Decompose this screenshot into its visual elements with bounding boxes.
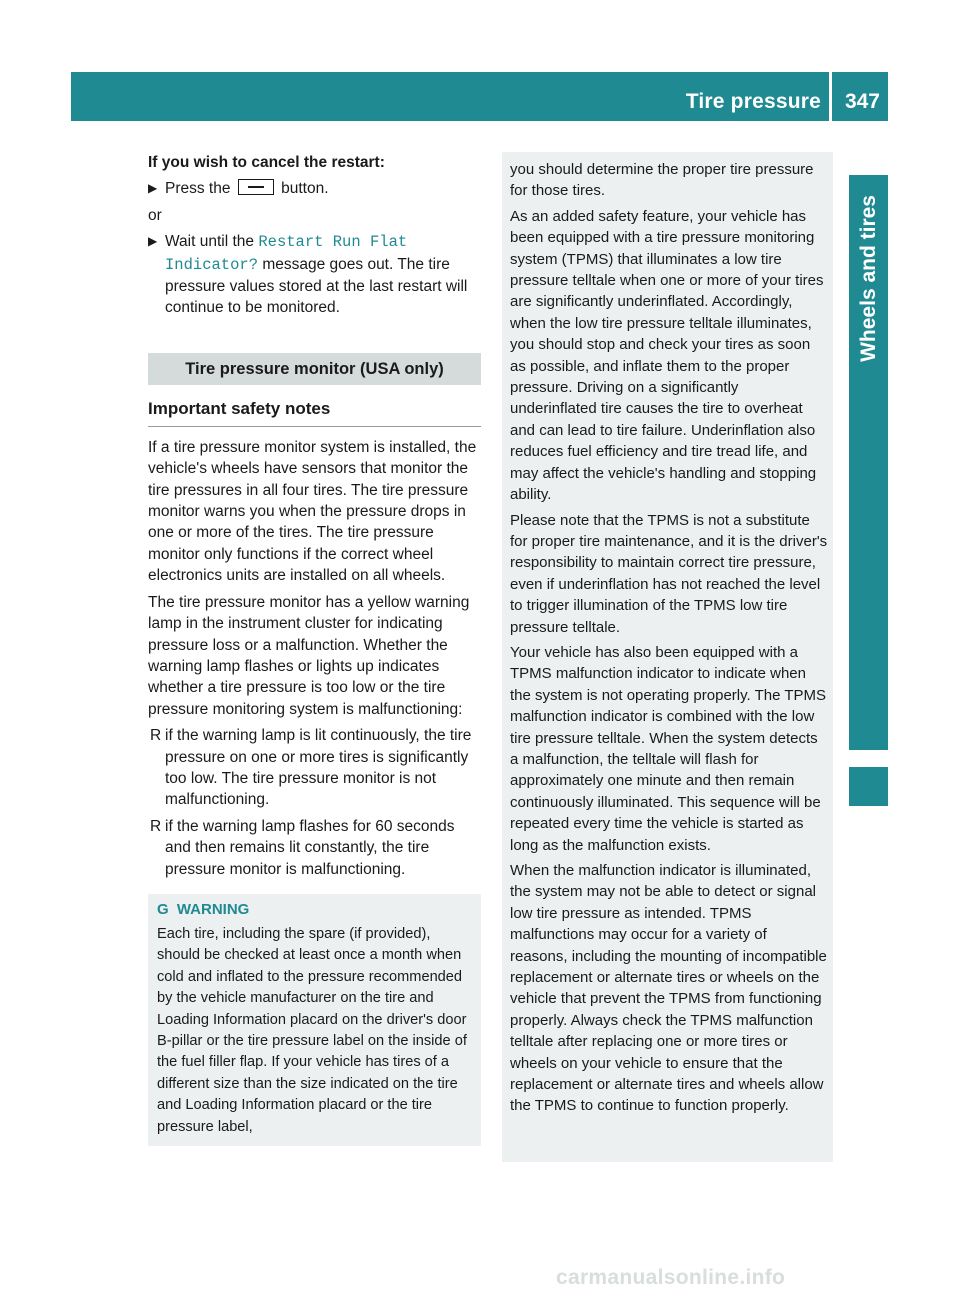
step-wait-message [148,231,481,319]
paragraph: The tire pressure monitor has a yellow warning lamp in the instrument cluster for indicating pressure loss or a malfunction. Whether the warning lamp flashes or lights up indicates whether a tire pressure is too low or the tire pressure monitoring system is malfunctioning: [148,593,470,718]
paragraph: Please note that the TPMS is not a substitute for proper tire maintenance, and it is the driver's responsibility to maintain correct tire pressure, even if underinflation has not reached the level to trigger illumination of the TPMS low tire pressure telltale. [510,511,828,636]
watermark: carmanualsonline.info [556,1266,786,1289]
subheading: Important safety notes [148,398,481,427]
left-column [148,152,481,1146]
page-header [71,72,888,121]
right-column-warning-continued [502,152,833,1162]
page-number: 347 [844,90,880,113]
paragraph: When the malfunction indicator is illuminated, the system may not be able to detect or signal low tire pressure as intended. TPMS malfunctions may occur for a variety of reasons, including the mounting of incompatible replacement or alternate tires or wheels on the vehicle that prevent the TPMS from functioning properly. Always check the TPMS malfunction telltale after replacing one or more tires or wheels on your vehicle to ensure that the replacement or alternate tires and wheels allow the TPMS to continue to function properly. [510,862,827,1115]
paragraph: As an added safety feature, your vehicle has been equipped with a tire pressure monitoring system (TPMS) that illuminates a low tire pressure telltale when one or more of your tires are significantly underinflated. Accordingly, when the low tire pressure telltale illuminates, you should stop and check your tires as soon as possible, and inflate them to the proper pressure. Driving on a significantly underinflated tire causes the tire to overheat and can lead to tire failure. Underinflation also reduces fuel efficiency and tire tread life, and may affect the vehicle's handling and stopping ability. [510,207,824,504]
step-press-button [148,178,481,199]
or-text: or [148,206,162,224]
warning-box [148,894,481,1146]
section-title: Tire pressure monitor (USA only) [148,353,481,385]
step1-post: button. [281,180,329,198]
list-item [148,816,481,880]
step2-pre: Wait until the [165,233,255,251]
header-divider [829,72,832,121]
list-item [148,725,481,811]
paragraph: If a tire pressure monitor system is installed, the vehicle's wheels have sensors that monitor the tire pressures in all four tires. The tire pressure monitor warns you when the pressure drops in one or more of the tires. The tire pressure monitor only functions if the correct wheel electronics units are installed on all wheels. [148,438,477,585]
cancel-heading: If you wish to cancel the restart: [148,154,385,171]
back-key-icon [238,179,274,195]
display-message-code: Restart Run Flat Indicator? [165,233,408,274]
page-title: Tire pressure [685,90,821,113]
chapter-tab [849,175,888,750]
bullet-icon: R [150,817,162,835]
warning-title: WARNING [176,900,250,918]
warning-header [157,900,473,920]
bullet-icon: R [150,727,162,745]
step-arrow-icon: ▶ [148,234,158,249]
chapter-tab-label: Wheels and tires [857,195,880,362]
list-item-text: if the warning lamp flashes for 60 seconds and then remains lit constantly, the tire pressure monitor is malfunctioning. [165,817,455,878]
paragraph: Your vehicle has also been equipped with a TPMS malfunction indicator to indicate when the system is not operating properly. The TPMS malfunction indicator is combined with the low tire pressure telltale. When the system detects a malfunction, the telltale will flash for approximately one minute and then remain continuously illuminated. This sequence will be repeated every time the vehicle is started as long as the malfunction exists. [510,643,826,854]
step2-post: message goes out. The tire pressure values stored at the last restart will continue to be monitored. [165,255,468,317]
warning-text: Each tire, including the spare (if provided), should be checked at least once a month when cold and inflated to the pressure recommended by the vehicle manufacturer on the tire and Loading Information placard on the driver's door B-pillar or the tire pressure label on the inside of the fuel filler flap. If your vehicle has tires of a different size than the size indicated on the tire and Loading Information placard or the tire pressure label, [157,925,467,1135]
paragraph: you should determine the proper tire pressure for those tires. [510,161,814,200]
chapter-marker [849,767,888,806]
step1-pre: Press the [165,180,231,198]
step-arrow-icon: ▶ [148,181,158,196]
list-item-text: if the warning lamp is lit continuously, the tire pressure on one or more tires is significantly too low. The tire pressure monitor is not malfunctioning. [165,727,472,809]
warning-triangle-icon: G [157,900,169,918]
